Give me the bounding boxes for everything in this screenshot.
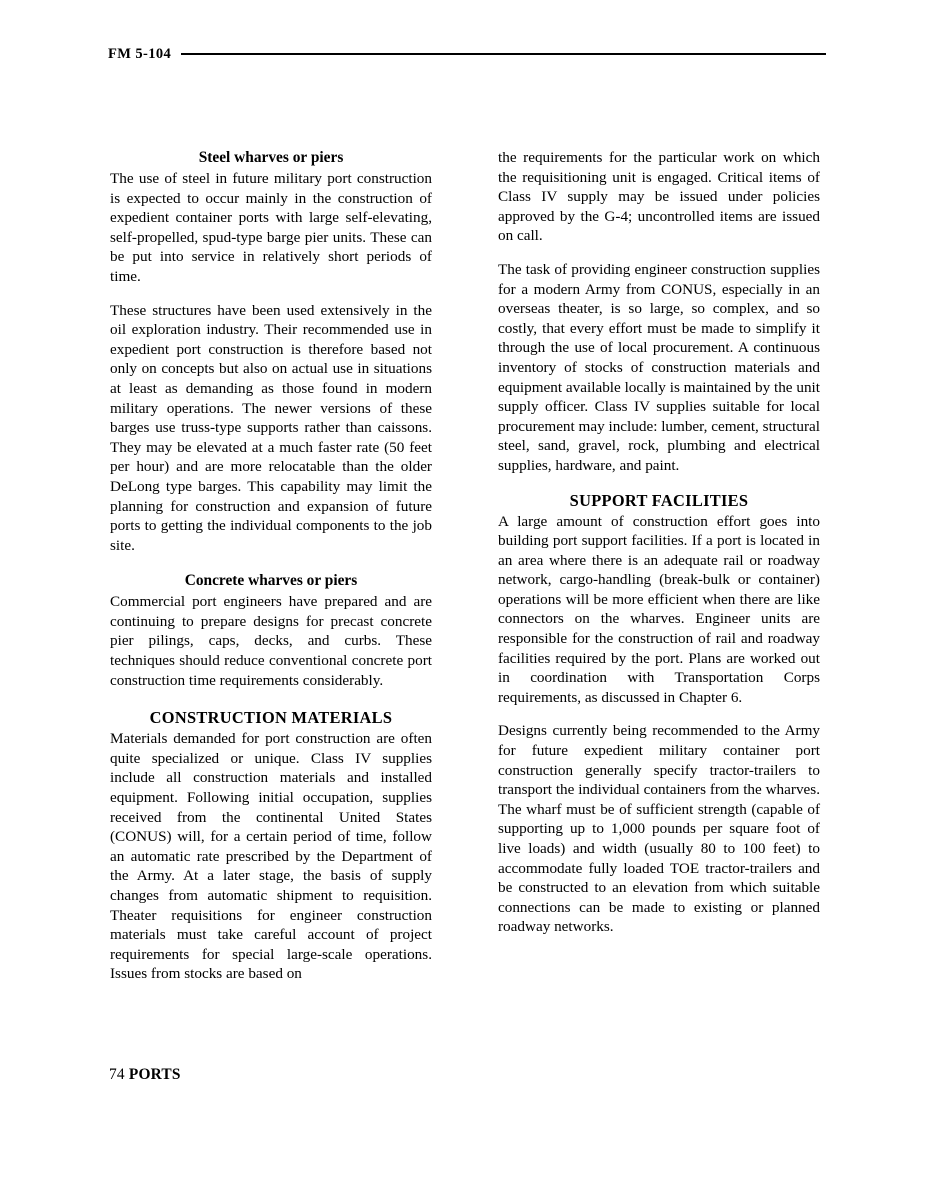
page-header	[108, 44, 826, 64]
footer-section-label: PORTS	[128, 1066, 181, 1083]
page-number: 74	[109, 1066, 125, 1083]
header-rule	[181, 53, 826, 55]
manual-identifier: FM 5-104	[108, 45, 172, 62]
heading-steel-wharves: Steel wharves or piers	[198, 149, 344, 166]
paragraph-steel-2: These structures have been used extensively in the oil exploration industry. Their recommended use in expedient port construction is therefore based not only on concepts but also on actual use in situations at least as demanding as those found in modern military operations. The newer versions of these barges use truss-type supports rather than caissons. They may be elevated at a much faster rate (50 feet per hour) and are more relocatable than the older DeLong type barges. This capability may limit the planning for construction and expansion of future ports to getting the individual components to the job site.	[110, 301, 432, 554]
paragraph-task: The task of providing engineer construction supplies for a modern Army from CONUS, especially in an overseas theater, is so large, so complex, and so costly, that every effort must be made to simplify it through the use of local procurement. A continuous inventory of stocks of construction materials and equipment available locally is maintained by the unit supply officer. Class IV supplies suitable for local procurement may include: lumber, cement, structural steel, sand, gravel, rock, plumbing and electrical supplies, hardware, and paint.	[498, 260, 821, 474]
page-footer	[109, 1066, 181, 1084]
paragraph-support-1: A large amount of construction effort goes into building port support facilities. If a port is located in an area where there is an adequate rail or roadway network, cargo-handling (break-bulk or container) operations will be more efficient when there are like connectors on the wharves. Engineer units are responsible for the construction of rail and roadway facilities required by the port. Plans are worked out in coordination with Transportation Corps requirements, as discussed in Chapter 6.	[498, 512, 820, 706]
heading-support-facilities: SUPPORT FACILITIES	[569, 490, 749, 510]
paragraph-designs: Designs currently being recommended to the Army for future expedient military container port construction generally specify tractor-trailers to transport the individual containers from the wharves. The wharf must be of sufficient strength (capable of supporting up to 1,000 pounds per square foot of live loads) and width (usually 80 to 100 feet) to accommodate fully loaded TOE tractor-trailers and be constructed to an elevation from which suitable connections can be made to existing or planned roadway networks.	[498, 722, 820, 936]
heading-concrete-wharves: Concrete wharves or piers	[184, 572, 358, 590]
two-column-body	[110, 148, 820, 984]
paragraph-materials-1: Materials demanded for port construction are often quite specialized or unique. Class IV supplies include all construction materials and installed equipment. Following initial occupation, supplies received from the continental United States (CONUS) will, for a certain period of time, follow an automatic rate prescribed by the Department of the Army. At a later stage, the basis of supply changes from automatic shipment to requisition. Theater requisitions for engineer construction materials must take careful account of project requirements for special large-scale operations. Issues from stocks are based on	[110, 730, 432, 983]
paragraph-continued: the requirements for the particular work on which the requisitioning unit is engaged. Critical items of Class IV supply may be issued under policies approved by the G-4; uncontrolled items are issued on call.	[498, 149, 820, 245]
left-column	[110, 148, 432, 984]
heading-construction-materials: CONSTRUCTION MATERIALS	[149, 708, 393, 728]
right-column	[498, 148, 820, 984]
paragraph-concrete-1: Commercial port engineers have prepared and are continuing to prepare designs for precast concrete pier pilings, caps, decks, and curbs. These techniques should reduce conventional concrete port construction time requirements considerably.	[110, 593, 432, 689]
paragraph-steel-1: The use of steel in future military port construction is expected to occur mainly in the construction of expedient container ports with large self-elevating, self-propelled, spud-type barge pier units. These can be put into service in relatively short periods of time.	[110, 170, 432, 285]
